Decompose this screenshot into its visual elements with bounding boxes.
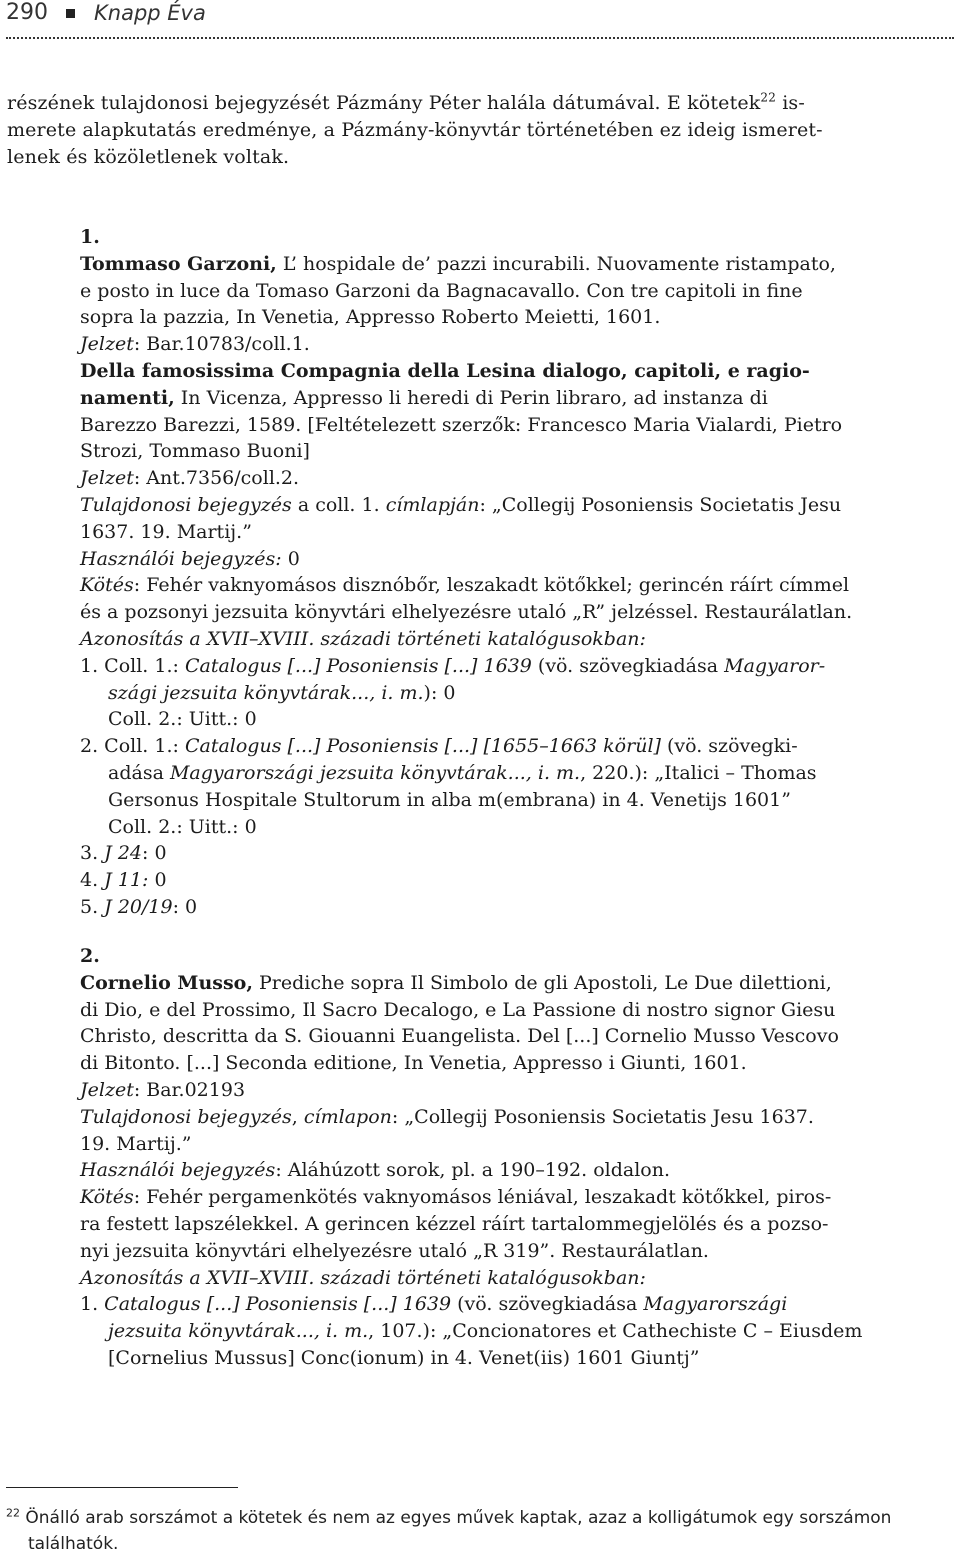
identification-heading: Azonosítás a XVII–XVIII. századi történeti katalógusokban: (80, 1266, 646, 1289)
text-line: Cornelio Musso, Prediche sopra Il Simbolo de gli Apostoli, Le Due dilettioni, (80, 971, 832, 994)
catalog-item-cont: Coll. 2.: Uitt.: 0 (108, 815, 257, 838)
text-line: e posto in luce da Tomaso Garzoni da Bagnacavallo. Con tre capitoli in fine (80, 279, 803, 302)
text-line: részének tulajdonosi bejegyzését Pázmány Péter halála dátumával. E kötetek$^{22}$ is- (7, 90, 805, 114)
intro-paragraph (7, 90, 823, 170)
entry-number: 1. (80, 226, 100, 248)
text-line: di Dio, e del Prossimo, Il Sacro Decalogo, e La Passione di nostro signor Giesu (80, 998, 836, 1021)
text-line: lenek és közöletlenek voltak. (7, 145, 290, 168)
catalog-item-cont: Gersonus Hospitale Stultorum in alba m(embrana) in 4. Venetijs 1601” (108, 788, 791, 811)
user-note: Használói bejegyzés: 0 (80, 547, 300, 570)
running-head-author: Knapp Éva (94, 1, 206, 25)
text-line: Barezzo Barezzi, 1589. [Feltételezett szerzők: Francesco Maria Vialardi, Pietro (80, 413, 843, 436)
text-line: Tommaso Garzoni, L’ hospidale de’ pazzi incurabili. Nuovamente ristampato, (80, 252, 836, 275)
text-line: sopra la pazzia, In Venetia, Appresso Roberto Meietti, 1601. (80, 306, 661, 329)
text-line: és a pozsonyi jezsuita könyvtári elhelyezésre utaló „R” jelzéssel. Restaurálatlan. (80, 601, 853, 624)
binding-note: Kötés: Fehér vaknyomásos disznóbőr, leszakadt kötőkkel; gerincén ráírt címmel (80, 574, 850, 597)
dotted-rule (6, 37, 954, 39)
text-line: merete alapkutatás eredménye, a Pázmány-könyvtár történetében ez ideig ismeret- (7, 118, 823, 141)
shelfmark: Jelzet: Ant.7356/coll.2. (80, 467, 300, 490)
catalog-item: 1. Coll. 1.: Catalogus [...] Posoniensis [...] 1639 (vö. szövegkiadása Magyaror- (80, 654, 826, 677)
owner-note: Tulajdonosi bejegyzés a coll. 1. címlapján: „Collegij Posoniensis Societatis Jesu (80, 493, 842, 516)
identification-heading: Azonosítás a XVII–XVIII. századi történeti katalógusokban: (80, 627, 646, 650)
footnote-number: 22 (6, 1506, 20, 1520)
text-line: Strozi, Tommaso Buoni] (80, 440, 310, 463)
catalog-item-cont: szági jezsuita könyvtárak..., i. m.): 0 (108, 681, 456, 704)
catalog-item-cont: adása Magyarországi jezsuita könyvtárak..., i. m., 220.): „Italici – Thomas (108, 761, 817, 784)
binding-note: Kötés: Fehér pergamenkötés vaknyomásos léniával, leszakadt kötőkkel, piros- (80, 1186, 832, 1209)
shelfmark: Jelzet: Bar.02193 (80, 1078, 246, 1101)
catalog-item-cont: [Cornelius Mussus] Conc(ionum) in 4. Venet(iis) 1601 Giuntj” (108, 1346, 700, 1369)
user-note: Használói bejegyzés: Aláhúzott sorok, pl. a 190–192. oldalon. (80, 1159, 671, 1182)
catalog-item-cont: jezsuita könyvtárak..., i. m., 107.): „Concionatores et Cathechiste C – Eiusdem (108, 1320, 863, 1343)
text-line: Della famosissima Compagnia della Lesina dialogo, capitoli, e ragio- (80, 359, 810, 382)
text-line: Christo, descritta da S. Giouanni Euangelista. Del [...] Cornelio Musso Vescovo (80, 1025, 839, 1048)
catalog-item-cont: Coll. 2.: Uitt.: 0 (108, 708, 257, 731)
entry-number: 2. (80, 945, 100, 967)
footnote (6, 1505, 891, 1557)
catalog-item: 3. J 24: 0 (80, 842, 167, 865)
catalog-item: 1. Catalogus [...] Posoniensis [...] 1639 (vö. szövegkiadása Magyarországi (80, 1293, 788, 1316)
entry-1 (80, 224, 852, 921)
square-bullet-icon (66, 9, 75, 18)
footnote-line: találhatók. (28, 1534, 119, 1554)
text-line: namenti, In Vicenza, Appresso li heredi di Perin libraro, ad instanza di (80, 386, 768, 409)
text-line: 1637. 19. Martij.” (80, 520, 252, 543)
catalog-item: 4. J 11: 0 (80, 869, 167, 892)
footnote-ref: 22 (760, 90, 776, 105)
running-header (0, 0, 960, 40)
text-line: di Bitonto. [...] Seconda editione, In Venetia, Appresso i Giunti, 1601. (80, 1052, 747, 1075)
text-line: 19. Martij.” (80, 1132, 192, 1155)
page-number: 290 (6, 0, 48, 25)
catalog-item: 2. Coll. 1.: Catalogus [...] Posoniensis [...] [1655–1663 körül] (vö. szövegki- (80, 735, 798, 758)
footnote-line: $^{22}$ Önálló arab sorszámot a kötetek és nem az egyes művek kaptak, azaz a kolligátumok egy sorszámon (6, 1506, 892, 1528)
text-line: ra festett lapszélekkel. A gerincen kézzel ráírt tartalommegjelölés és a pozso- (80, 1212, 829, 1235)
text-line: nyi jezsuita könyvtári elhelyezésre utaló „R 319”. Restaurálatlan. (80, 1239, 709, 1262)
entry-2 (80, 943, 862, 1372)
shelfmark: Jelzet: Bar.10783/coll.1. (80, 333, 310, 356)
owner-note: Tulajdonosi bejegyzés, címlapon: „Collegij Posoniensis Societatis Jesu 1637. (80, 1105, 814, 1128)
catalog-item: 5. J 20/19: 0 (80, 895, 198, 918)
footnote-rule (6, 1487, 238, 1488)
